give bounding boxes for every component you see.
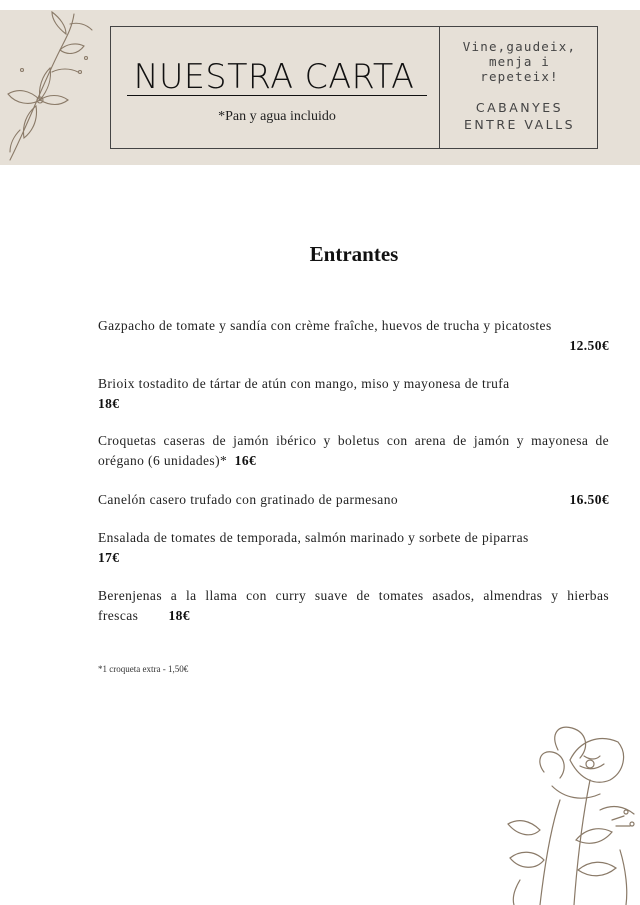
menu-item-name: Croquetas caseras de jamón ibérico y boletus con arena de jamón y mayonesa de orégano (6 unidades)*	[98, 433, 609, 468]
header-box	[110, 26, 598, 149]
header-divider	[439, 27, 440, 148]
menu-item-name: Berenjenas a la llama con curry suave de tomates asados, almendras y hierbas frescas	[98, 588, 609, 623]
menu-item-name: Ensalada de tomates de temporada, salmón marinado y sorbete de piparras	[98, 530, 529, 545]
footnote: *1 croqueta extra - 1,50€	[98, 664, 189, 674]
menu-item-name: Canelón casero trufado con gratinado de parmesano	[98, 492, 398, 507]
header-subtitle: *Pan y agua incluido	[218, 109, 336, 124]
slogan-line: Vine,gaudeix,	[462, 39, 577, 54]
menu-item-price: 18€	[98, 396, 120, 411]
menu-item-name: Gazpacho de tomate y sandía con crème fraîche, huevos de trucha y picatostes	[98, 318, 552, 333]
menu-item-price: 12.50€	[569, 338, 609, 353]
flower-branch-icon	[0, 10, 100, 165]
slogan-line: menja i	[488, 54, 551, 69]
section-title: Entrantes	[309, 242, 399, 266]
menu-item	[98, 490, 609, 510]
page-title: NUESTRA CARTA	[133, 57, 415, 97]
brand-line: CABANYES	[475, 100, 564, 115]
brand-name	[447, 99, 592, 133]
menu-item-name: Brioix tostadito de tártar de atún con mango, miso y mayonesa de trufa	[98, 376, 510, 391]
slogan	[447, 39, 592, 84]
flower-bouquet-icon	[500, 720, 640, 905]
menu-item-price: 18€	[168, 608, 190, 623]
menu-item-price: 17€	[98, 550, 120, 565]
title-underline	[127, 95, 427, 96]
menu-item	[98, 316, 609, 356]
menu-item	[98, 374, 609, 414]
menu-item	[98, 431, 609, 471]
menu-item-price: 16.50€	[569, 492, 609, 507]
brand-line: ENTRE VALLS	[463, 117, 576, 132]
menu-item	[98, 586, 609, 626]
menu-item-price: 16€	[234, 453, 257, 468]
menu-item	[98, 528, 609, 568]
slogan-line: repeteix!	[480, 69, 559, 84]
